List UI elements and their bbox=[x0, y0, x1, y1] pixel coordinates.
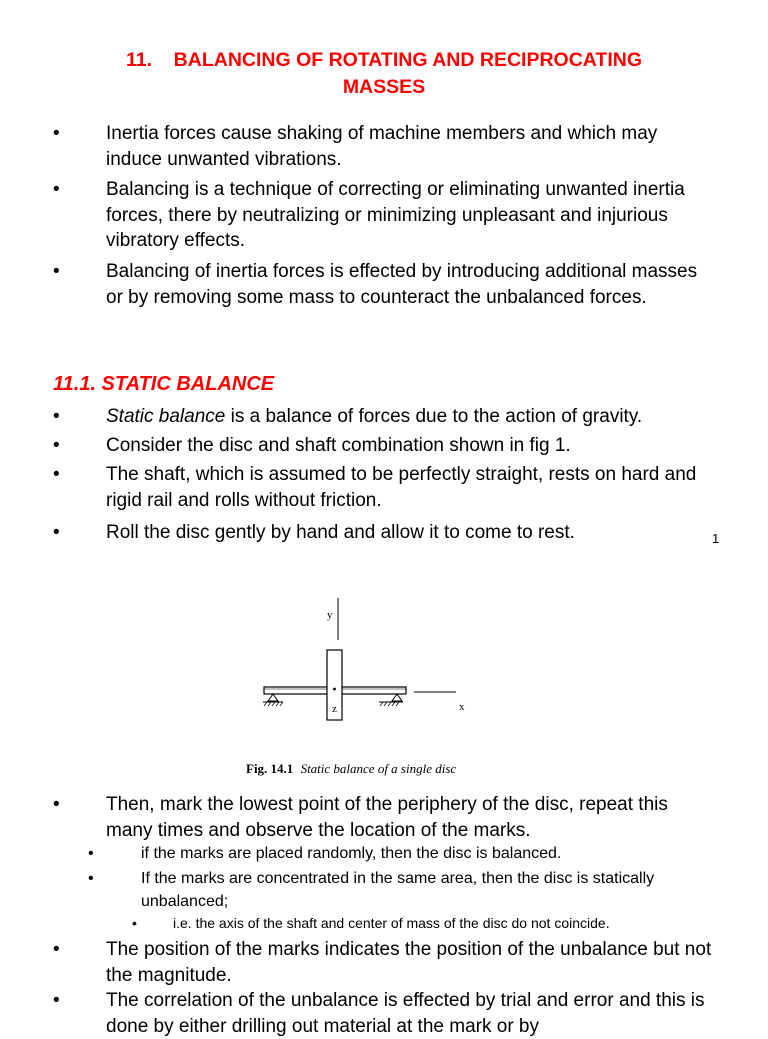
bullet-text: If the marks are concentrated in the same area, then the disc is statically unbalanced; bbox=[141, 870, 655, 910]
bullet-dot: • bbox=[88, 870, 94, 887]
page-title bbox=[60, 47, 708, 101]
bullet-text: Balancing of inertia forces is effected by introducing additional masses or by removing some mass to counteract the unbalanced forces. bbox=[106, 261, 698, 308]
bullet-dot: • bbox=[53, 794, 60, 815]
label-y: y bbox=[327, 609, 333, 621]
disc-shaft-diagram bbox=[236, 588, 496, 758]
bullet-dot: • bbox=[53, 522, 60, 543]
bullet-emphasis: Static balance bbox=[106, 406, 226, 427]
bullet-dot: • bbox=[53, 939, 60, 960]
bullet-dot: • bbox=[53, 990, 60, 1011]
bullet-rest: is a balance of forces due to the action of gravity. bbox=[225, 406, 643, 427]
caption-number: Fig. 14.1 bbox=[246, 761, 294, 776]
bullet-text: The position of the marks indicates the position of the unbalance but not the magnitude. bbox=[106, 939, 712, 986]
bullet-dot: • bbox=[132, 915, 137, 931]
bullet-text: i.e. the axis of the shaft and center of mass of the disc do not coincide. bbox=[173, 915, 610, 931]
bullet-text: Balancing is a technique of correcting or eliminating unwanted inertia forces, there by neutralizing or minimizing unpleasant and injurious vibratory effects. bbox=[106, 179, 685, 251]
bullet-dot: • bbox=[88, 845, 94, 862]
bullet-text: The correlation of the unbalance is effected by trial and error and this is done by either drilling out material at the mark or by bbox=[106, 990, 705, 1037]
disc-center bbox=[333, 688, 336, 691]
right-support bbox=[392, 694, 402, 701]
bullet-dot: • bbox=[53, 406, 60, 427]
caption-text: Static balance of a single disc bbox=[300, 761, 457, 776]
bullet-dot: • bbox=[53, 261, 60, 282]
bullet-text: if the marks are placed randomly, then the disc is balanced. bbox=[141, 845, 562, 862]
figure-static-balance bbox=[236, 588, 496, 788]
left-support bbox=[268, 694, 278, 701]
label-z: z bbox=[332, 703, 337, 715]
title-line-2: MASSES bbox=[342, 76, 426, 98]
bullet-text: Roll the disc gently by hand and allow it to come to rest. bbox=[106, 522, 575, 543]
page-number: 1 bbox=[712, 531, 720, 546]
bullet-text: Then, mark the lowest point of the periphery of the disc, repeat this many times and observe the location of the marks. bbox=[106, 794, 668, 841]
bullet-text bbox=[106, 404, 713, 430]
bullet-dot: • bbox=[53, 435, 60, 456]
bullet-text: Inertia forces cause shaking of machine members and which may induce unwanted vibrations. bbox=[106, 123, 658, 170]
bullet-dot: • bbox=[53, 123, 60, 144]
bullet-dot: • bbox=[53, 464, 60, 485]
section-heading: 11.1. STATIC BALANCE bbox=[53, 373, 275, 395]
title-line-1: 11. BALANCING OF ROTATING AND RECIPROCATING bbox=[125, 49, 643, 71]
bullet-dot: • bbox=[53, 179, 60, 200]
bullet-text: Consider the disc and shaft combination shown in fig 1. bbox=[106, 435, 571, 456]
bullet-text: The shaft, which is assumed to be perfectly straight, rests on hard and rigid rail and rolls without friction. bbox=[106, 464, 697, 511]
label-x: x bbox=[459, 701, 465, 713]
figure-caption bbox=[246, 761, 506, 777]
